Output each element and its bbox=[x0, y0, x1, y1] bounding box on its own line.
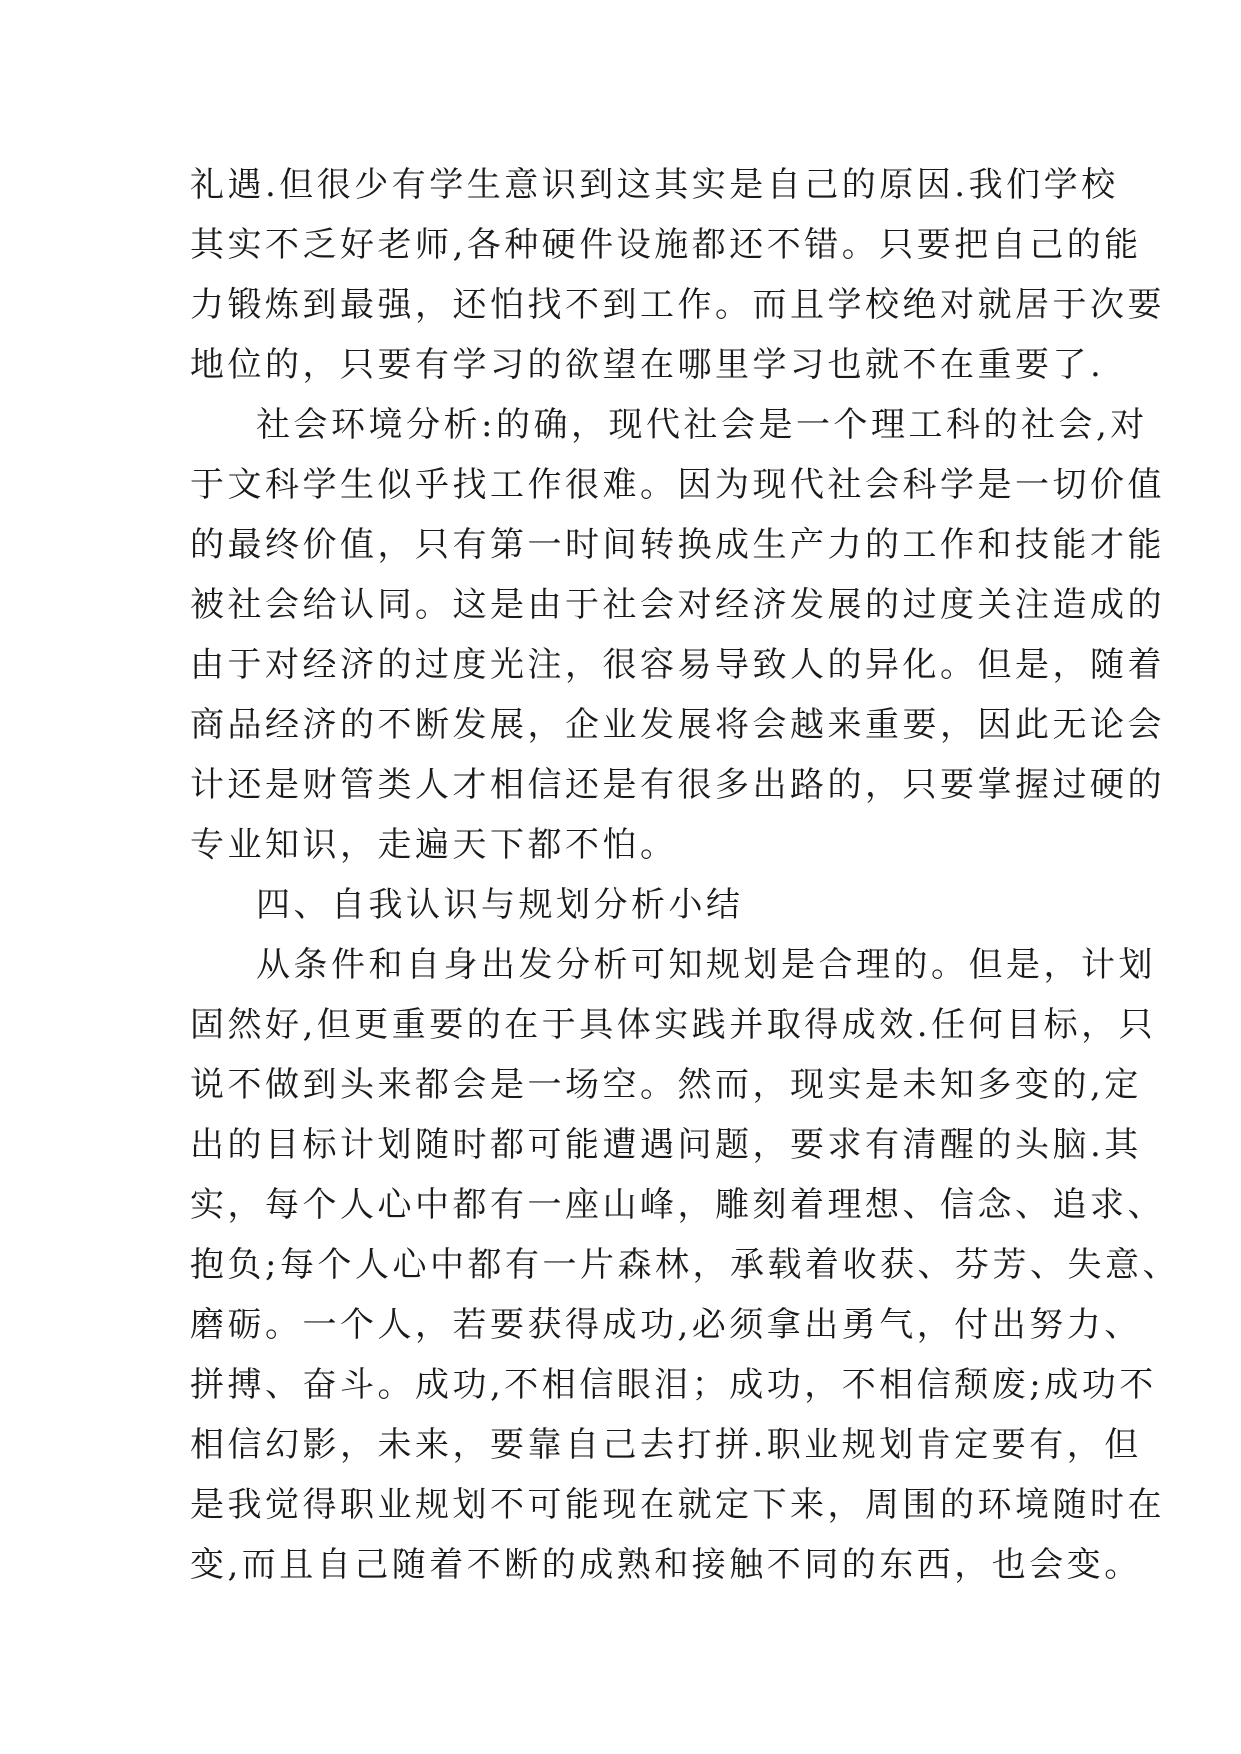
text-line: 是我觉得职业规划不可能现在就定下来，周围的环境随时在 bbox=[190, 1485, 1165, 1525]
section-heading bbox=[190, 875, 1070, 935]
body-text bbox=[190, 155, 1180, 1595]
text-line: 的最终价值，只有第一时间转换成生产力的工作和技能才能 bbox=[190, 525, 1165, 565]
text-line: 由于对经济的过度光注，很容易导致人的异化。但是，随着 bbox=[190, 645, 1165, 685]
text-line: 实，每个人心中都有一座山峰，雕刻着理想、信念、追求、 bbox=[190, 1185, 1165, 1225]
text-line: 从条件和自身出发分析可知规划是合理的。但是，计划 bbox=[256, 945, 1156, 985]
text-line: 拼搏、奋斗。成功,不相信眼泪；成功，不相信颓废;成功不 bbox=[190, 1365, 1157, 1405]
text-line: 地位的，只要有学习的欲望在哪里学习也就不在重要了. bbox=[190, 345, 1105, 385]
text-line: 社会环境分析:的确，现代社会是一个理工科的社会,对 bbox=[256, 405, 1148, 445]
text-line: 于文科学生似乎找工作很难。因为现代社会科学是一切价值 bbox=[190, 465, 1165, 505]
text-line: 专业知识，走遍天下都不怕。 bbox=[190, 825, 678, 865]
text-line: 固然好,但更重要的在于具体实践并取得成效.任何目标，只 bbox=[190, 1005, 1157, 1045]
paragraph-social-environment bbox=[190, 395, 1165, 875]
text-line: 说不做到头来都会是一场空。然而，现实是未知多变的,定 bbox=[190, 1065, 1142, 1105]
heading-text: 四、自我认识与规划分析小结 bbox=[256, 885, 744, 925]
text-line: 出的目标计划随时都可能遭遇问题，要求有清醒的头脑.其 bbox=[190, 1125, 1142, 1165]
text-line: 磨砺。一个人，若要获得成功,必须拿出勇气，付出努力、 bbox=[190, 1305, 1142, 1345]
paragraph-summary bbox=[190, 935, 1180, 1595]
text-line: 力锻炼到最强，还怕找不到工作。而且学校绝对就居于次要 bbox=[190, 285, 1165, 325]
text-line: 其实不乏好老师,各种硬件设施都还不错。只要把自己的能 bbox=[190, 225, 1142, 265]
paragraph-school bbox=[190, 155, 1165, 395]
text-line: 被社会给认同。这是由于社会对经济发展的过度关注造成的 bbox=[190, 585, 1165, 625]
text-line: 抱负;每个人心中都有一片森林，承载着收获、芬芳、失意、 bbox=[190, 1245, 1180, 1285]
text-line: 计还是财管类人才相信还是有很多出路的，只要掌握过硬的 bbox=[190, 765, 1165, 805]
text-line: 礼遇.但很少有学生意识到这其实是自己的原因.我们学校 bbox=[190, 165, 1119, 205]
text-line: 变,而且自己随着不断的成熟和接触不同的东西，也会变。 bbox=[190, 1545, 1142, 1585]
text-line: 相信幻影，未来，要靠自己去打拼.职业规划肯定要有，但 bbox=[190, 1425, 1142, 1465]
text-line: 商品经济的不断发展，企业发展将会越来重要，因此无论会 bbox=[190, 705, 1165, 745]
